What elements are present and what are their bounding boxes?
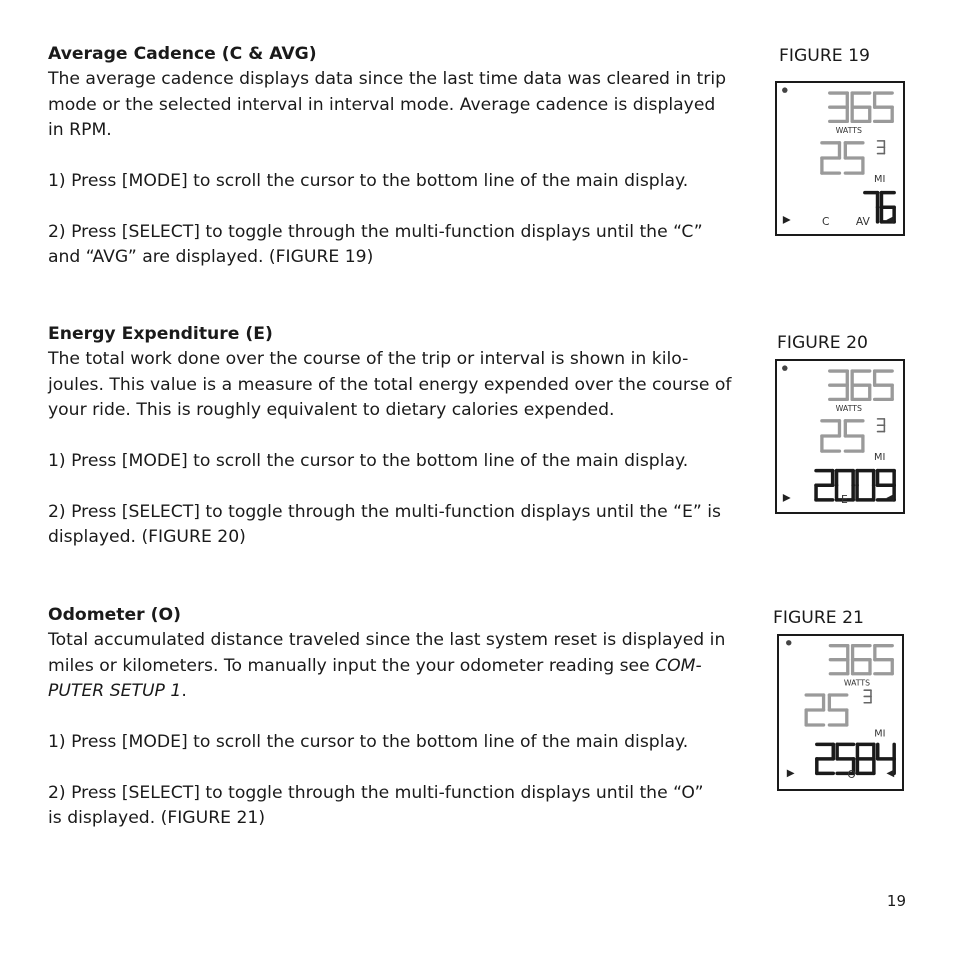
step-1: 1) Press [MODE] to scroll the cursor to the bottom line of the main display. bbox=[48, 451, 689, 472]
cursor-left-arrow-icon bbox=[787, 769, 795, 777]
step-2-line: 2) Press [SELECT] to toggle through the multi-function displays until the “C” bbox=[48, 221, 703, 242]
top-unit-label: WATTS bbox=[843, 678, 870, 688]
bottom-value-digits bbox=[816, 471, 894, 500]
bottom-left-label: C bbox=[822, 214, 830, 228]
paragraph-line: mode or the selected interval in interval mode. Average cadence is displayed bbox=[48, 94, 716, 115]
top-unit-label: WATTS bbox=[835, 126, 862, 136]
lcd-display-figure-19 bbox=[775, 81, 905, 236]
mid-value-digits bbox=[822, 421, 863, 451]
top-unit-label: WATTS bbox=[835, 404, 862, 414]
cursor-left-arrow-icon bbox=[783, 494, 791, 502]
figure-21-label: FIGURE 21 bbox=[773, 608, 864, 628]
paragraph-line: The total work done over the course of the trip or interval is shown in kilo- bbox=[48, 349, 689, 370]
section-energy-expenditure bbox=[48, 322, 770, 551]
lcd-display-figure-20 bbox=[775, 359, 905, 514]
step-2-line: displayed. (FIGURE 20) bbox=[48, 527, 246, 548]
mid-value-digits bbox=[822, 143, 863, 173]
setup-reference: PUTER SETUP 1 bbox=[48, 681, 182, 702]
paragraph-text: miles or kilometers. To manually input the your odometer reading see bbox=[48, 655, 656, 676]
step-2-line: 2) Press [SELECT] to toggle through the multi-function displays until the “E” is bbox=[48, 501, 721, 522]
paragraph-line: in RPM. bbox=[48, 120, 112, 141]
step-1: 1) Press [MODE] to scroll the cursor to the bottom line of the main display. bbox=[48, 171, 689, 192]
paragraph-line: your ride. This is roughly equivalent to dietary calories expended. bbox=[48, 400, 615, 421]
mid-small-digit bbox=[878, 419, 885, 432]
section-heading: Average Cadence (C & AVG) bbox=[48, 44, 317, 64]
mid-unit-label: MI bbox=[874, 451, 886, 463]
bottom-left-label: E bbox=[840, 492, 848, 506]
step-1: 1) Press [MODE] to scroll the cursor to the bottom line of the main display. bbox=[48, 732, 689, 753]
lcd-display-figure-21 bbox=[777, 634, 904, 791]
top-value-digits bbox=[830, 646, 892, 674]
paragraph-line bbox=[48, 679, 770, 704]
bottom-right-label: AV bbox=[855, 214, 870, 228]
step-2-line: and “AVG” are displayed. (FIGURE 19) bbox=[48, 247, 374, 268]
section-odometer bbox=[48, 603, 770, 832]
page-number: 19 bbox=[886, 892, 906, 910]
step-2-line: 2) Press [SELECT] to toggle through the multi-function displays until the “O” bbox=[48, 782, 704, 803]
paragraph-line: joules. This value is a measure of the total energy expended over the course of bbox=[48, 374, 732, 395]
paragraph-line: The average cadence displays data since the last time data was cleared in trip bbox=[48, 69, 727, 90]
section-heading: Energy Expenditure (E) bbox=[48, 324, 273, 344]
setup-reference: COM- bbox=[655, 655, 702, 676]
mid-unit-label: MI bbox=[874, 173, 886, 185]
section-average-cadence bbox=[48, 42, 770, 271]
cursor-right-arrow-icon bbox=[886, 769, 894, 777]
figure-20-label: FIGURE 20 bbox=[777, 333, 868, 353]
mid-small-digit bbox=[878, 141, 885, 154]
indicator-dot-icon bbox=[786, 640, 791, 645]
step-2-line: is displayed. (FIGURE 21) bbox=[48, 808, 266, 829]
bottom-left-label: O bbox=[847, 768, 856, 782]
cursor-left-arrow-icon bbox=[783, 216, 791, 224]
paragraph-end: . bbox=[181, 681, 187, 702]
indicator-dot-icon bbox=[782, 365, 787, 370]
section-heading: Odometer (O) bbox=[48, 605, 181, 625]
top-value-digits bbox=[830, 371, 892, 399]
top-value-digits bbox=[830, 93, 892, 121]
figure-19-label: FIGURE 19 bbox=[779, 46, 870, 66]
mid-small-digit bbox=[864, 690, 871, 703]
indicator-dot-icon bbox=[782, 87, 787, 92]
mid-unit-label: MI bbox=[874, 728, 886, 740]
paragraph-line: Total accumulated distance traveled since the last system reset is displayed in bbox=[48, 630, 726, 651]
paragraph-line bbox=[48, 654, 770, 679]
mid-value-digits bbox=[806, 695, 847, 725]
